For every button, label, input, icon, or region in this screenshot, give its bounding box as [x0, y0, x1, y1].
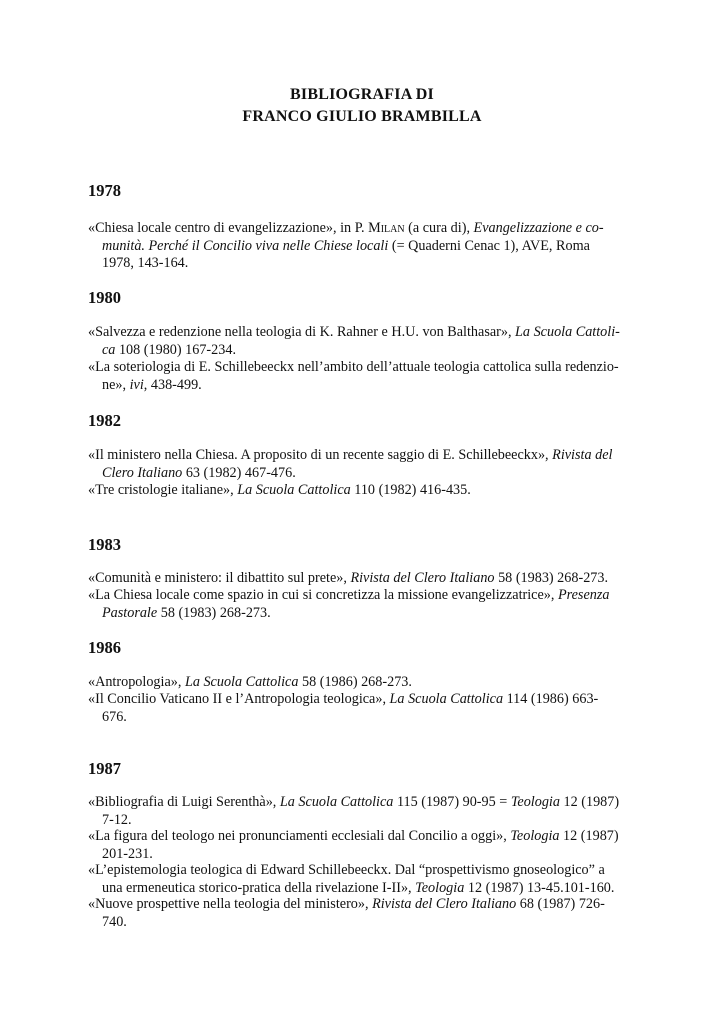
entry-text: «Comunità e ministero: il dibattito sul prete»,: [88, 570, 351, 586]
entry-text: 114 (1986) 663-: [503, 691, 599, 707]
entry-text: «La Chiesa locale come spazio in cui si concretizza la missione evangelizzatrice»,: [88, 587, 558, 603]
entry-line: [88, 587, 639, 605]
bibliography-entry: [88, 828, 639, 863]
year-heading-1987: 1987: [88, 759, 121, 778]
entry-line: 740.: [102, 913, 127, 930]
bibliography-entry: [88, 220, 639, 273]
entry-line: [88, 342, 639, 360]
publication-title: Rivista del: [552, 447, 613, 463]
publication-title: munità. Perché il Concilio viva nelle Chiese locali: [102, 237, 389, 254]
entry-text: «Il ministero nella Chiesa. A proposito di un recente saggio di E. Schillebeeckx»,: [88, 447, 553, 463]
bibliography-entry: [88, 862, 639, 897]
publication-title: Evangelizzazione e co-: [473, 220, 604, 236]
entry-line: «La soteriologia di E. Schillebeeckx nell’ambito dell’attuale teologia cattolica sulla redenzio-: [88, 359, 619, 375]
publication-title: Clero Italiano: [102, 464, 183, 481]
entry-text: 68 (1987) 726-: [516, 896, 605, 912]
entry-text: «Antropologia»,: [88, 674, 185, 690]
entry-line: [88, 482, 639, 500]
entry-text: 12 (1987): [559, 828, 619, 844]
entry-text: 58 (1983) 268-273.: [494, 570, 609, 586]
entry-text: 58 (1986) 268-273.: [298, 674, 412, 690]
entry-line: 7-12.: [102, 811, 132, 828]
entry-line: [88, 447, 639, 465]
publication-title: Rivista del Clero Italiano: [350, 570, 495, 586]
publication-title: La Scuola Cattolica: [237, 482, 351, 498]
entry-text: una ermeneutica storico-pratica della rivelazione I-II»,: [102, 879, 416, 896]
bibliography-entry: [88, 794, 639, 829]
bibliography-entry: [88, 570, 639, 588]
entry-line: [88, 324, 639, 342]
entry-line: 676.: [102, 708, 127, 725]
entry-line: [88, 605, 639, 623]
year-heading-1983: 1983: [88, 535, 121, 554]
author-name: Milan: [368, 220, 405, 236]
publication-title: Presenza: [557, 587, 610, 603]
publication-title: ivi: [129, 376, 144, 393]
entry-text: 110 (1982) 416-435.: [350, 482, 471, 498]
year-heading-1980: 1980: [88, 288, 121, 307]
entry-text: 12 (1987): [559, 794, 620, 810]
entry-text: «Nuove prospettive nella teologia del ministero»,: [88, 896, 373, 912]
entry-text: «Il Concilio Vaticano II e l’Antropologia teologica»,: [88, 691, 390, 707]
page-title-line-2: FRANCO GIULIO BRAMBILLA: [242, 108, 482, 125]
entry-line: [88, 377, 639, 395]
year-heading-1982: 1982: [88, 411, 121, 430]
entry-line: 201-231.: [102, 845, 153, 862]
bibliography-entry: [88, 324, 639, 359]
entry-text: «Bibliografia di Luigi Serenthà»,: [88, 794, 280, 810]
entry-text: (= Quaderni Cenac 1), AVE, Roma: [388, 237, 590, 254]
entry-text: «La figura del teologo nei pronunciamenti ecclesiali dal Concilio a oggi»,: [88, 828, 511, 844]
entry-line: [88, 828, 639, 846]
entry-line: «L’epistemologia teologica di Edward Schillebeeckx. Dal “prospettivismo gnoseologico” a: [88, 862, 605, 878]
entry-line: [88, 880, 639, 898]
entry-line: [88, 674, 639, 692]
year-heading-1978: 1978: [88, 181, 121, 200]
entry-text: 115 (1987) 90-95 =: [393, 794, 511, 810]
publication-title: Teologia: [510, 794, 560, 810]
entry-line: 1978, 143-164.: [102, 255, 189, 271]
entry-text: 12 (1987) 13-45.101-160.: [464, 879, 615, 896]
entry-line: [88, 465, 639, 483]
entry-line: [88, 220, 639, 238]
bibliography-entry: [88, 587, 639, 622]
publication-title: Teologia: [510, 828, 560, 844]
bibliography-entry: [88, 691, 639, 726]
entry-text: «Tre cristologie italiane»,: [88, 482, 238, 498]
entry-text: ne»,: [102, 376, 130, 393]
entry-text: 108 (1980) 167-234.: [115, 341, 236, 358]
publication-title: Pastorale: [102, 604, 158, 621]
entry-text: 58 (1983) 268-273.: [157, 604, 271, 621]
bibliography-entry: [88, 359, 639, 394]
entry-line: [88, 794, 639, 812]
publication-title: La Scuola Cattolica: [279, 794, 394, 810]
entry-text: «Chiesa locale centro di evangelizzazione», in P.: [88, 220, 369, 236]
publication-title: ca: [102, 341, 116, 358]
bibliography-entry: [88, 674, 639, 692]
publication-title: Teologia: [415, 879, 465, 896]
year-heading-1986: 1986: [88, 638, 121, 657]
entry-line: [88, 896, 639, 914]
publication-title: La Scuola Cattoli-: [515, 324, 620, 340]
bibliography-entry: [88, 896, 639, 931]
publication-title: Rivista del Clero Italiano: [372, 896, 517, 912]
page-title-line-1: BIBLIOGRAFIA DI: [290, 86, 434, 103]
entry-line: [88, 691, 639, 709]
publication-title: La Scuola Cattolica: [389, 691, 504, 707]
bibliography-entry: [88, 482, 639, 500]
entry-text: (a cura di),: [404, 220, 474, 236]
publication-title: La Scuola Cattolica: [184, 674, 299, 690]
entry-text: 63 (1982) 467-476.: [182, 464, 296, 481]
entry-line: [88, 238, 639, 256]
entry-text: «Salvezza e redenzione nella teologia di K. Rahner e H.U. von Balthasar»,: [88, 324, 516, 340]
entry-text: , 438-499.: [143, 376, 202, 393]
bibliography-entry: [88, 447, 639, 482]
entry-line: [88, 570, 639, 588]
